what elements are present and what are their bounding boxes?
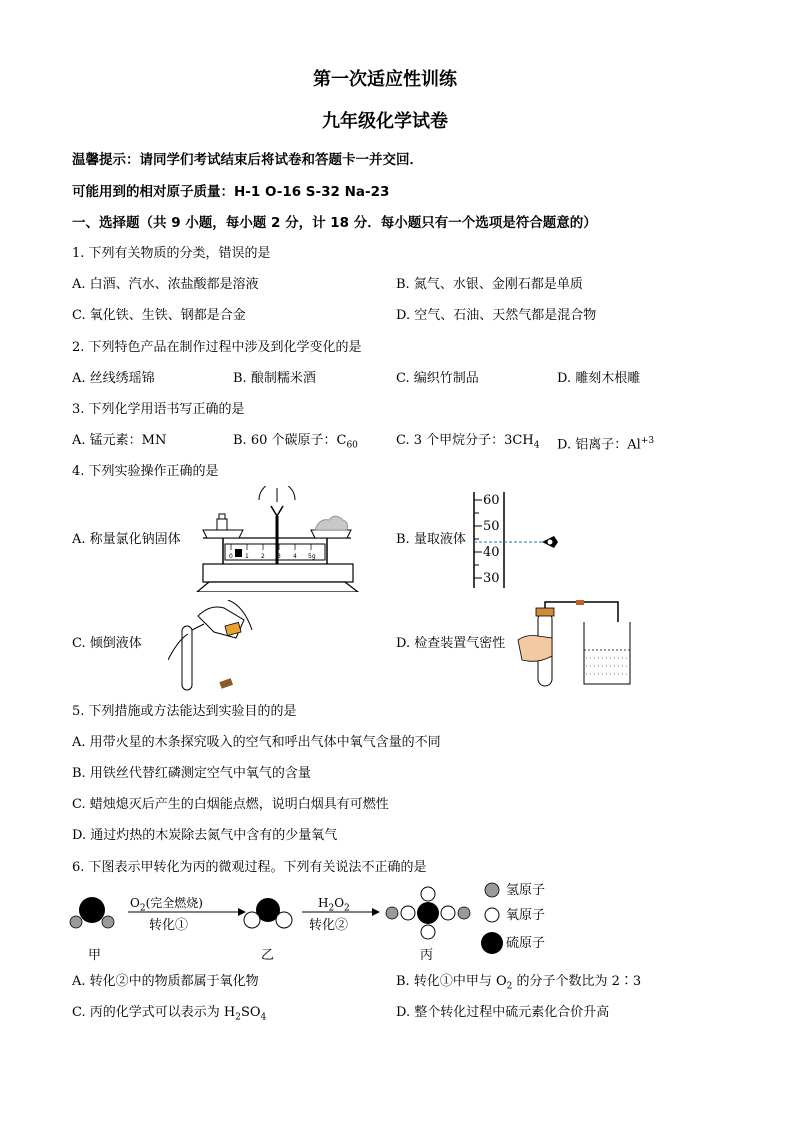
- q5-option-a: A. 用带火星的木条探究吸入的空气和呼出气体中氧气含量的不同: [72, 735, 441, 750]
- cylinder-tick-40: 40: [483, 545, 500, 560]
- legend-oxygen-label: 氧原子: [506, 908, 546, 923]
- q3-option-b: B. 60 个碳原子：$C_{60}$: [233, 433, 358, 451]
- legend-oxygen-icon: [485, 908, 499, 922]
- q2-option-b: B. 酿制糯米酒: [233, 371, 316, 386]
- q5-option-d: D. 通过灼热的木炭除去氮气中含有的少量氧气: [72, 828, 338, 843]
- scale-mark-0: 0: [229, 553, 233, 560]
- section-heading: 一、选择题（共 9 小题，每小题 2 分，计 18 分．每小题只有一个选项是符合题意的）: [72, 215, 597, 231]
- q3-option-a: A. 锰元素：MN: [72, 433, 167, 448]
- pouring-illustration: [168, 600, 258, 695]
- label-jia: 甲: [88, 948, 102, 963]
- page-subtitle: 九年级化学试卷: [322, 111, 448, 132]
- jia-hydrogen-atom-2: [102, 916, 114, 928]
- q4-option-a: A. 称量氯化钠固体: [72, 532, 181, 547]
- q2-option-a: A. 丝线绣瑶锦: [72, 371, 155, 386]
- q1-option-a: A. 白酒、汽水、浓盐酸都是溶液: [72, 277, 259, 292]
- legend-sulfur-icon: [481, 932, 503, 954]
- q1-stem: 1. 下列有关物质的分类，错误的是: [72, 246, 271, 261]
- scale-mark-2: 2: [261, 553, 265, 560]
- cylinder-tick-60: 60: [483, 493, 500, 508]
- cylinder-illustration: [470, 490, 570, 590]
- q2-option-c: C. 编织竹制品: [396, 371, 479, 386]
- q4-option-b: B. 量取液体: [396, 532, 466, 547]
- q4-option-d: D. 检查装置气密性: [396, 636, 506, 651]
- q6-option-c: C. 丙的化学式可以表示为 $H_2SO_4$: [72, 1005, 267, 1023]
- q6-stem: 6. 下图表示甲转化为丙的微观过程。下列有关说法不正确的是: [72, 860, 427, 875]
- scale-mark-4: 4: [293, 553, 297, 560]
- scale-mark-5: 5g: [308, 553, 316, 560]
- jia-sulfur-atom: [79, 897, 105, 923]
- arrow1-label: 转化①: [149, 918, 189, 933]
- q5-stem: 5. 下列措施或方法能达到实验目的的是: [72, 704, 297, 719]
- bing-oxygen-atom-top: [421, 887, 435, 901]
- q5-option-c: C. 蜡烛熄灭后产生的白烟能点燃，说明白烟具有可燃性: [72, 797, 389, 812]
- q6-option-b: B. 转化①中甲与 $O_2$ 的分子个数比为 2∶3: [396, 974, 642, 992]
- tip-text: 温馨提示：请同学们考试结束后将试卷和答题卡一并交回．: [72, 152, 423, 168]
- legend-hydrogen-label: 氢原子: [506, 883, 546, 898]
- yi-oxygen-atom-2: [276, 912, 292, 928]
- q3-stem: 3. 下列化学用语书写正确的是: [72, 402, 245, 417]
- q6-option-a: A. 转化②中的物质都属于氧化物: [72, 974, 259, 989]
- q2-option-d: D. 雕刻木根雕: [557, 371, 641, 386]
- q1-option-c: C. 氧化铁、生铁、钢都是合金: [72, 308, 246, 323]
- label-bing: 丙: [420, 948, 434, 963]
- bing-hydrogen-atom-1: [386, 907, 398, 919]
- atomic-mass-text: 可能用到的相对原子质量：H-1 O-16 S-32 Na-23: [72, 184, 390, 200]
- bing-sulfur-atom: [417, 902, 439, 924]
- q4-stem: 4. 下列实验操作正确的是: [72, 464, 219, 479]
- yi-oxygen-atom-1: [244, 912, 260, 928]
- arrow2-condition: $H_2O_2$: [318, 896, 350, 914]
- q1-option-d: D. 空气、石油、天然气都是混合物: [396, 308, 597, 323]
- cylinder-tick-50: 50: [483, 519, 500, 534]
- page-title: 第一次适应性训练: [313, 69, 457, 90]
- scale-mark-1: 1: [245, 553, 249, 560]
- q3-option-c: C. 3 个甲烷分子：$3CH_4$: [396, 433, 540, 451]
- arrow2-label: 转化②: [309, 918, 349, 933]
- jia-hydrogen-atom-1: [70, 916, 82, 928]
- bing-oxygen-atom-left: [401, 906, 415, 920]
- q1-option-b: B. 氮气、水银、金刚石都是单质: [396, 277, 583, 292]
- q5-option-b: B. 用铁丝代替红磷测定空气中氧气的含量: [72, 766, 311, 781]
- q4-option-c: C. 倾倒液体: [72, 636, 142, 651]
- airtightness-illustration: [508, 598, 640, 690]
- balance-illustration: [195, 486, 360, 592]
- legend-hydrogen-icon: [485, 883, 499, 897]
- q3-option-d: D. 铝离子：$Al^{+3}$: [557, 436, 655, 453]
- q6-option-d: D. 整个转化过程中硫元素化合价升高: [396, 1005, 610, 1020]
- arrow1-condition: $O_2$(完全燃烧): [130, 896, 203, 914]
- bing-oxygen-atom-right: [441, 906, 455, 920]
- legend-sulfur-label: 硫原子: [506, 936, 546, 951]
- label-yi: 乙: [261, 948, 275, 963]
- bing-hydrogen-atom-2: [458, 907, 470, 919]
- scale-mark-3: 3: [277, 553, 281, 560]
- cylinder-tick-30: 30: [483, 571, 500, 586]
- q2-stem: 2. 下列特色产品在制作过程中涉及到化学变化的是: [72, 340, 362, 355]
- bing-oxygen-atom-bottom: [421, 925, 435, 939]
